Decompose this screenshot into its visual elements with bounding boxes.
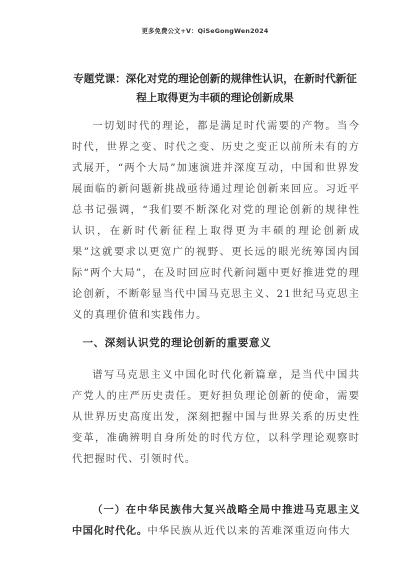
subsection-text: 中华民族从近代以来的苦难深重迈向伟大 [147,526,351,537]
document-body [72,116,360,326]
section-heading: 一、深刻认识党的理论创新的重要意义 [82,337,272,349]
document-title: 专题党课：深化对党的理论创新的规律性认识，在新时代新征程上取得更为丰硕的理论创新成果 [73,73,357,104]
subsection-1 [72,500,360,542]
intro-paragraph: 一切划时代的理论，都是满足时代需要的产物。当今时代，世界之变、时代之变、历史之变正以前所未有的方式展开，“两个大局”加速演进并深度互动，中国和世界发展面临的新问题新挑战亟待通过理论创新来回应。习近平总书记强调，“我们要不断深化对党的理论创新的规律性认识，在新时代新征程上取得更为丰硕的理论创新成果”这就要求以更宽广的视野、更长远的眼光统筹国内国际“两个大局”，在及时回应时代新问题中更好推进党的理论创新，不断彰显当代中国马克思主义、21世纪马克思主义的真理价值和实践伟力。 [72,121,360,321]
section-1 [72,333,360,354]
section-1-body [72,365,360,470]
subsection-heading: （一）在中华民族伟大复兴战略全局中推进马克思主义中国化时代化。 [72,505,360,537]
section-paragraph: 谱写马克思主义中国化时代化新篇章，是当代中国共产党人的庄严历史责任。更好担负理论创新的使命，需要从世界历史高度出发，深刻把握中国与世界关系的历史性变革，准确辨明自身所处的时代方位，以科学理论观察时代把握时代、引领时代。 [72,370,360,465]
header-note: 更多免费公文+V：QiSeGongWen2024 [141,28,269,35]
subsection-paragraph [72,500,360,542]
